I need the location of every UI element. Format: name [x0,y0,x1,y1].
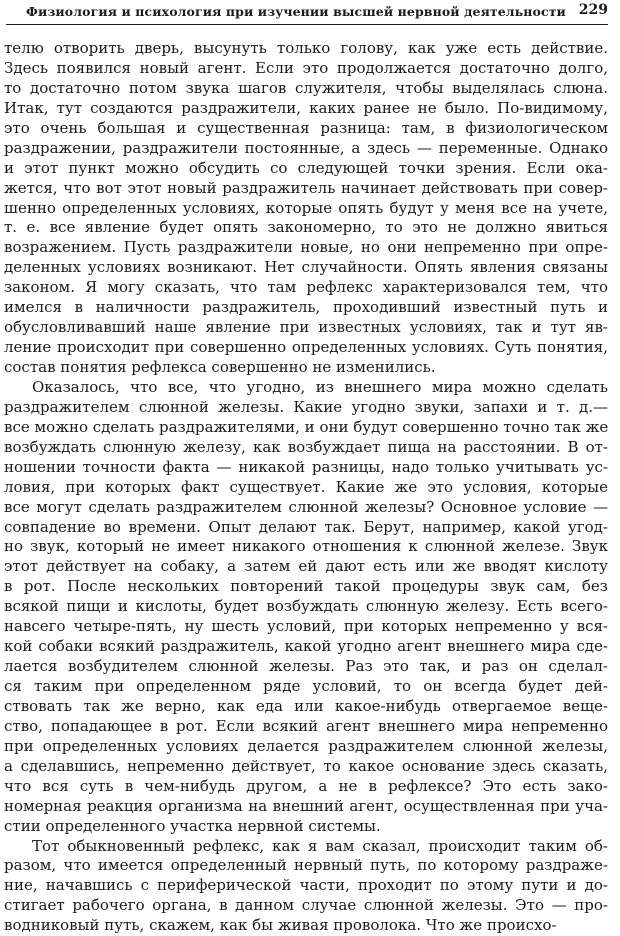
text-line: и этот пункт можно обсудить со следующей точки зрения. Если ока- [4,159,608,179]
text-line: Оказалось, что все, что угодно, из внешнего мира можно сделать [4,378,608,398]
text-line: жется, что вот этот новый раздражитель начинает действовать при совер- [4,179,608,199]
text-line: разом, что имеется определенный нервный путь, по которому раздраже- [4,856,608,876]
paragraph [4,378,608,837]
text-line: водниковый путь, скажем, как бы живая проволока. Что же происхо- [4,916,608,936]
text-line: деленных условиях возникают. Нет случайности. Опять явления связаны [4,258,608,278]
text-line: ление происходит при совершенно определенных условиях. Суть понятия, [4,338,608,358]
text-line: что вся суть в чем-нибудь другом, а не в рефлексе? Это есть зако- [4,777,608,797]
paragraph [4,837,608,936]
text-line: лается возбудителем слюнной железы. Раз это так, и раз он сделал- [4,657,608,677]
text-line: совпадение во времени. Опыт делают так. Берут, например, какой угод- [4,518,608,538]
text-line: всякой пищи и кислоты, будет возбуждать слюнную железу. Есть всего- [4,597,608,617]
text-line: раздражителем слюнной железы. Какие угодно звуки, запахи и т. д.— [4,398,608,418]
text-line: Здесь появился новый агент. Если это продолжается достаточно долго, [4,59,608,79]
text-line: Тот обыкновенный рефлекс, как я вам сказал, происходит таким об- [4,837,608,857]
text-line: имелся в наличности раздражитель, проходивший известный путь и [4,298,608,318]
text-line: навсего четыре-пять, ну шесть условий, при которых непременно у вся- [4,617,608,637]
text-line: этот действует на собаку, а затем ей дают есть или же вводят кислоту [4,557,608,577]
text-line: номерная реакция организма на внешний агент, осуществленная при уча- [4,797,608,817]
page-number: 229 [579,2,608,18]
page-header [6,2,608,25]
text-line: при определенных условиях делается раздражителем слюнной железы, [4,737,608,757]
text-line: то достаточно потом звука шагов служителя, чтобы выделялась слюна. [4,79,608,99]
text-line: все можно сделать раздражителями, и они будут совершенно точно так же [4,418,608,438]
text-line: т. е. все явление будет опять закономерно, то это не должно явиться [4,218,608,238]
text-line: шенно определенных условиях, которые опять будут у меня все на учете, [4,199,608,219]
text-line: а сделавшись, непременно действует, то какое основание здесь сказать, [4,757,608,777]
text-line: ловия, при которых факт существует. Какие же это условия, которые [4,478,608,498]
text-line: состав понятия рефлекса совершенно не изменились. [4,358,608,378]
text-line: это очень большая и существенная разница: там, в физиологическом [4,119,608,139]
text-line: обусловливавший наше явление при известных условиях, так и тут яв- [4,318,608,338]
text-line: законом. Я могу сказать, что там рефлекс характеризовался тем, что [4,278,608,298]
paragraph [4,39,608,378]
body-text [4,39,608,936]
text-line: но звук, который не имеет никакого отношения к слюнной железе. Звук [4,537,608,557]
text-line: возбуждать слюнную железу, как возбуждает пища на расстоянии. В от- [4,438,608,458]
text-line: раздражении, раздражители постоянные, а здесь — переменные. Однако [4,139,608,159]
text-line: ствовать так же верно, как еда или какое-нибудь отвергаемое веще- [4,697,608,717]
text-line: ся таким при определенном ряде условий, то он всегда будет дей- [4,677,608,697]
text-line: все могут сделать раздражителем слюнной железы? Основное условие — [4,498,608,518]
text-line: Итак, тут создаются раздражители, каких ранее не было. По-видимому, [4,99,608,119]
text-line: ношении точности факта — никакой разницы, надо только учитывать ус- [4,458,608,478]
text-line: ство, попадающее в рот. Если всякий агент внешнего мира непременно [4,717,608,737]
text-line: возражением. Пусть раздражители новые, но они непременно при опре- [4,238,608,258]
text-line: стигает рабочего органа, в данном случае слюнной железы. Это — про- [4,896,608,916]
running-title: Физиология и психология при изучении высшей нервной деятельности [26,4,566,19]
text-line: в рот. После нескольких повторений такой процедуры звук сам, без [4,577,608,597]
text-line: ние, начавшись с периферической части, проходит по этому пути и до- [4,876,608,896]
text-line: кой собаки всякий раздражитель, какой угодно агент внешнего мира сде- [4,637,608,657]
text-line: стии определенного участка нервной системы. [4,817,608,837]
text-line: телю отворить дверь, высунуть только голову, как уже есть действие. [4,39,608,59]
